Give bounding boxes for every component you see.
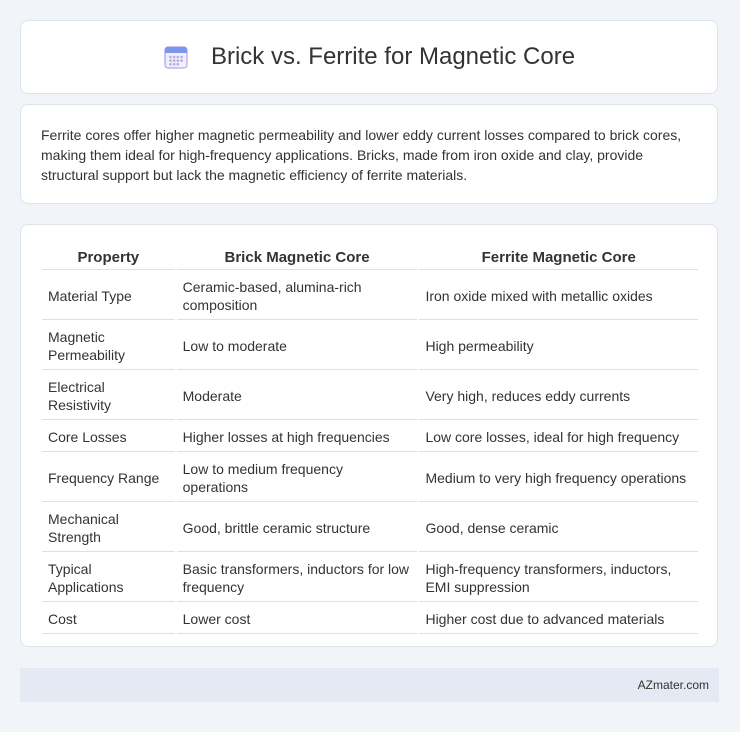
cell-property: Electrical Resistivity: [42, 372, 175, 420]
cell-brick: Ceramic-based, alumina-rich composition: [177, 272, 418, 320]
header-ferrite: Ferrite Magnetic Core: [419, 245, 698, 270]
cell-property: Magnetic Permeability: [42, 322, 175, 370]
page-title: Brick vs. Ferrite for Magnetic Core: [210, 43, 576, 70]
table-header-row: [42, 245, 698, 270]
table-row: [42, 272, 698, 320]
table-row: [42, 504, 698, 552]
table-row: [42, 604, 698, 634]
header-property: Property: [42, 245, 175, 270]
footer-bar: [20, 668, 719, 702]
calendar-icon: [163, 44, 189, 70]
table-row: [42, 454, 698, 502]
cell-ferrite: Low core losses, ideal for high frequency: [419, 422, 698, 452]
cell-brick: Higher losses at high frequencies: [177, 422, 418, 452]
cell-brick: Low to moderate: [177, 322, 418, 370]
title-wrap: [163, 43, 575, 71]
header-brick: Brick Magnetic Core: [177, 245, 418, 270]
cell-brick: Lower cost: [177, 604, 418, 634]
cell-brick: Low to medium frequency operations: [177, 454, 418, 502]
table-row: [42, 554, 698, 602]
cell-ferrite: Good, dense ceramic: [419, 504, 698, 552]
cell-property: Typical Applications: [42, 554, 175, 602]
cell-property: Material Type: [42, 272, 175, 320]
cell-brick: Good, brittle ceramic structure: [177, 504, 418, 552]
cell-ferrite: High-frequency transformers, inductors, EMI suppression: [419, 554, 698, 602]
cell-ferrite: High permeability: [419, 322, 698, 370]
cell-ferrite: Higher cost due to advanced materials: [419, 604, 698, 634]
cell-brick: Moderate: [177, 372, 418, 420]
footer-brand[interactable]: AZmater.com: [637, 678, 709, 692]
intro-card: [20, 104, 718, 204]
header-card: [20, 20, 718, 94]
table-row: [42, 422, 698, 452]
comparison-table-card: [20, 224, 718, 647]
intro-paragraph: Ferrite cores offer higher magnetic permeability and lower eddy current losses compared to brick cores, making them ideal for high-frequency applications. Bricks, made from iron oxide and clay, provide structural support but lack the magnetic efficiency of ferrite materials.: [41, 127, 682, 183]
table-row: [42, 372, 698, 420]
cell-ferrite: Medium to very high frequency operations: [419, 454, 698, 502]
comparison-table: [40, 243, 700, 636]
cell-property: Core Losses: [42, 422, 175, 452]
table-row: [42, 322, 698, 370]
cell-ferrite: Iron oxide mixed with metallic oxides: [419, 272, 698, 320]
cell-property: Mechanical Strength: [42, 504, 175, 552]
cell-property: Cost: [42, 604, 175, 634]
cell-brick: Basic transformers, inductors for low frequency: [177, 554, 418, 602]
cell-ferrite: Very high, reduces eddy currents: [419, 372, 698, 420]
cell-property: Frequency Range: [42, 454, 175, 502]
